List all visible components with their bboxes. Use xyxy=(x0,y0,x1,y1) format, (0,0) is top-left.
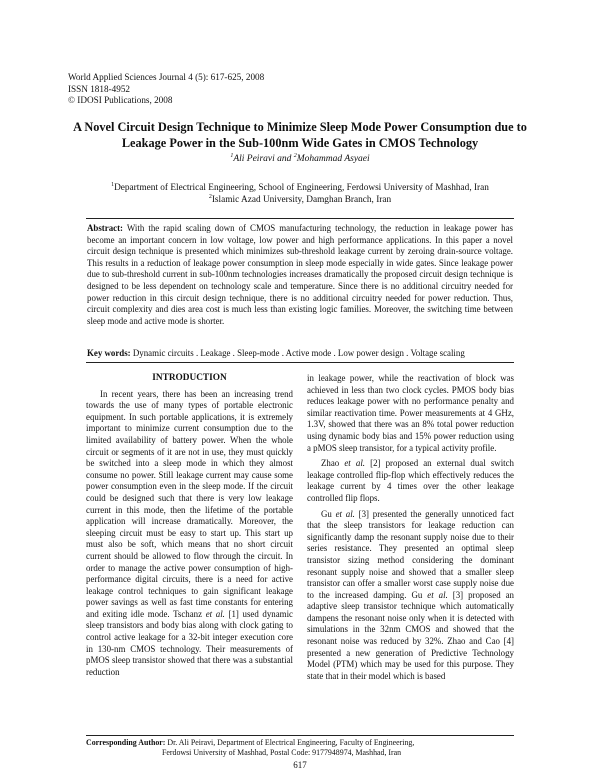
section-heading-introduction: INTRODUCTION xyxy=(152,373,227,383)
keywords-text: Dynamic circuits . Leakage . Sleep-mode . Active mode . Low power design . Voltage scaling xyxy=(130,348,465,358)
affiliation-2 xyxy=(0,194,600,206)
page-number: 617 xyxy=(293,760,307,770)
footer-rule xyxy=(86,735,514,736)
author-and: and xyxy=(274,154,294,164)
right-paragraph-2-c: [3] proposed an adaptive sleep transistor technique which automatically dampens the resonant noise only when it is detected with simulations in the 32nm CMOS and showed that the resonant noise was reduced by 32%. Zhao and Cao [4] presented a new generation of Predictive Technology Model (PTM) which may be used for this purpose. They state that in their model which is based xyxy=(307,589,514,681)
abstract-label: Abstract: xyxy=(87,223,123,233)
left-column xyxy=(86,373,293,678)
journal-info xyxy=(68,72,368,107)
right-paragraph-1-b: [2] proposed an external dual switch leakage controlled flip-flop which effectively reduces the leakage current by 4 times over the other leakage controlled flip flops. xyxy=(307,458,514,503)
intro-paragraph-1-end: [1] used dynamic sleep transistors and body bias along with clock gating to control active leakage for a 32-bit integer execution core in 130-nm CMOS technology. Their measurements of pMOS sleep transistor showed that there was a substantial reduction xyxy=(86,608,293,677)
right-paragraph-2-b: [3] presented the generally unnoticed fact that the sleep transistors for leakage reduction can significantly damp the resonant supply noise due to their series resistance. They presented an optimal sleep transistor sizing method considering the dominant resonant supply noise and showed that a smaller sleep transistor can offer a smaller worst case supply noise due to the increased damping. Gu xyxy=(307,508,514,600)
footer-line-1 xyxy=(86,738,514,748)
right-paragraph-2-a: Gu xyxy=(321,508,336,519)
journal-citation: World Applied Sciences Journal 4 (5): 617-625, 2008 xyxy=(68,72,265,82)
journal-copyright: © IDOSI Publications, 2008 xyxy=(68,95,173,105)
right-paragraph-1 xyxy=(307,458,514,504)
author-line xyxy=(0,154,600,164)
abstract-top-rule xyxy=(86,218,514,219)
right-paragraph-1-a: Zhao xyxy=(321,458,345,469)
right-paragraph-2 xyxy=(307,509,514,683)
keywords-bottom-rule xyxy=(86,362,514,363)
affiliation-2-sup: 2 xyxy=(208,193,212,200)
affiliation-1-sup: 1 xyxy=(111,181,115,188)
keywords-label: Key words: xyxy=(87,348,131,358)
keywords xyxy=(87,348,513,358)
affiliation-2-text: Islamic Azad University, Damghan Branch, Iran xyxy=(211,195,392,205)
et-al: et al. xyxy=(427,589,448,600)
author-1-sup: 1 xyxy=(230,152,234,159)
et-al: et al. xyxy=(335,508,355,519)
affiliation-1 xyxy=(0,182,600,194)
affiliation-1-text: Department of Electrical Engineering, School of Engineering, Ferdowsi University of Mashhad, Iran xyxy=(114,183,489,193)
intro-paragraph-1-text: In recent years, there has been an increasing trend towards the use of many types of portable electronic equipment. In such portable applications, it is extremely important to minimize current consumption due to the limited availability of battery power. When the whole circuit or segments of it are not in use, they must quickly be switched into a sleep mode in which they almost consume no power. Still leakage current may cause some power consumption even in the sleep mode. If the circuit could be designed such that there is very low leakage current in this mode, then the lifetime of the portable application will increase dramatically. Moreover, the sleeping circuit must be easy to start up. This start up must also be soft, which means that no short circuit current should be allowed to flow through the circuit. In order to manage the active power consumption of high-performance digital circuits, there is a need for active leakage control techniques to gain significant leakage power savings as well as fast time constants for entering and exiting idle mode. Tschanz xyxy=(86,388,293,619)
journal-issn: ISSN 1818-4952 xyxy=(68,83,131,94)
paper-title: A Novel Circuit Design Technique to Minimize Sleep Mode Power Consumption due to Leakage Power in the Sub-100nm Wide Gates in CMOS Technology xyxy=(73,120,527,150)
right-column xyxy=(307,373,514,682)
right-paragraph-0: in leakage power, while the reactivation of block was achieved in less than two clock cycles. PMOS body bias reduces leakage power with no performance penalty and similar reactivation time. Power measurements at 4 GHz, 1.3V, showed that there was an 8% total power reduction using dynamic body bias and 15% power reduction using a pMOS sleep transistor, for a typical activity profile. xyxy=(307,373,514,453)
author-2: Mohammad Asyaei xyxy=(296,154,370,164)
et-al: et al. xyxy=(344,458,366,469)
abstract-text: With the rapid scaling down of CMOS manufacturing technology, the reduction in leakage power has become an important concern in low voltage, low power and high performance applications. In this paper a novel circuit design technique is presented which minimizes sub-threshold leakage current by zeroing drain-source voltage. This results in a reduction of leakage power consumption in sleep mode especially in wide gates. Since leakage power due to sub-threshold current in sub-100nm technologies increases dramatically the proposed circuit design technique is designed to be less dependent on technology scale and temperature. Since there is no additional circuitry needed for power reduction in this circuit design technique, there is no additional circuitry needed for power reduction. Thus, circuit complexity and dies area cost is much less than existing logic families. Moreover, the switching time between sleep mode and active mode is shorter. xyxy=(87,223,513,326)
affiliations xyxy=(0,182,600,206)
author-2-sup: 2 xyxy=(293,152,297,159)
footer-label: Corresponding Author: xyxy=(86,738,166,747)
intro-paragraph-1 xyxy=(86,389,293,679)
footer-line-2: Ferdowsi University of Mashhad, Postal Code: 9177948974, Mashhad, Iran xyxy=(162,748,402,757)
footer-line-1-text: Dr. Ali Peiravi, Department of Electrical Engineering, Faculty of Engineering, xyxy=(165,738,415,747)
et-al: et al. xyxy=(205,608,225,619)
corresponding-author xyxy=(86,738,514,758)
author-1: Ali Peiravi xyxy=(233,154,275,164)
abstract xyxy=(87,223,513,327)
